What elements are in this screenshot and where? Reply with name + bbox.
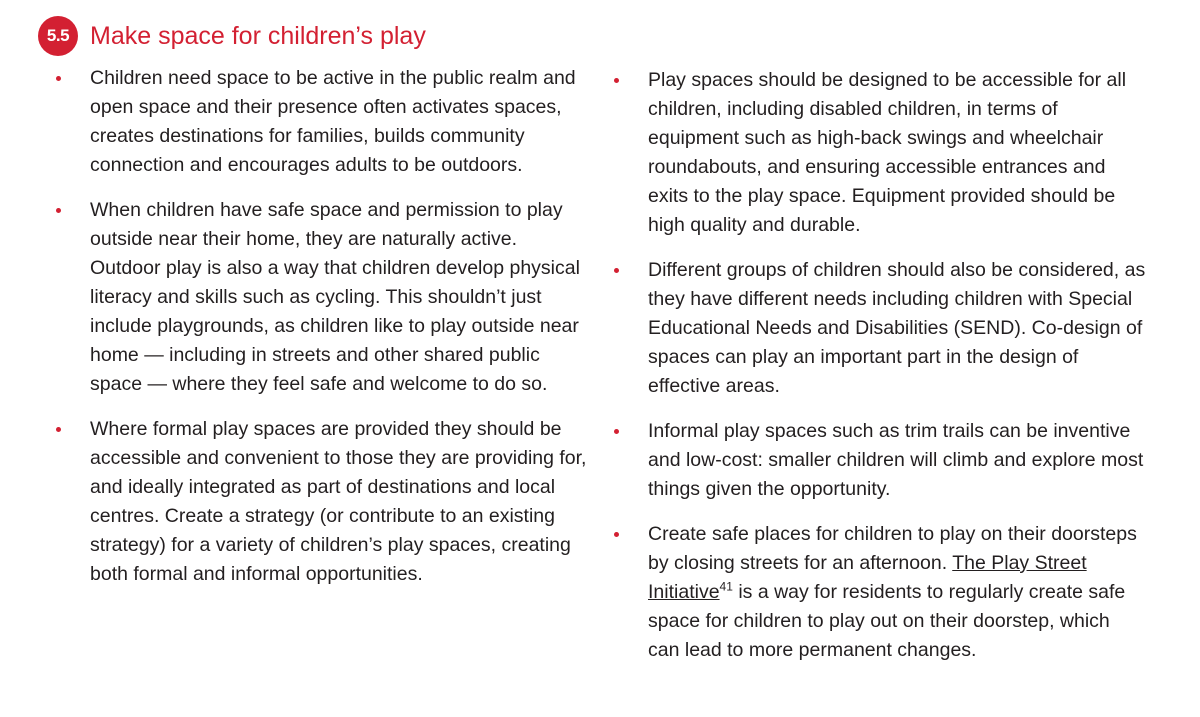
list-item: [48, 196, 588, 399]
bullet-icon: [56, 208, 61, 213]
footnote-marker: 41: [719, 579, 733, 594]
bullet-icon: [614, 532, 619, 537]
left-column: [48, 64, 588, 605]
bullet-text: [648, 523, 1137, 661]
bullet-icon: [614, 78, 619, 83]
bullet-icon: [56, 76, 61, 81]
bullet-text: Different groups of children should also be considered, as they have different needs including children with Special Educational Needs and Disabilities (SEND). Co-design of spaces can play an important part in the design of effective areas.: [648, 259, 1146, 397]
list-item: [606, 520, 1146, 665]
list-item: [606, 417, 1146, 504]
section-title: Make space for children’s play: [90, 22, 426, 50]
bullet-text-start: Create safe places for children to play on their doorsteps by closing streets for an afternoon.: [648, 523, 1137, 574]
bullet-text: Where formal play spaces are provided they should be accessible and convenient to those they are providing for, and ideally integrated as part of destinations and local centres. Create a strategy (or contribute to an existing strategy) for a variety of children’s play spaces, creating both formal and informal opportunities.: [90, 418, 587, 585]
bullet-icon: [614, 429, 619, 434]
section-number-badge: 5.5: [38, 16, 78, 56]
list-item: [606, 256, 1146, 401]
bullet-text-end: is a way for residents to regularly create safe space for children to play out on their doorstep, which can lead to more permanent changes.: [648, 581, 1126, 661]
bullet-text: Informal play spaces such as trim trails can be inventive and low-cost: smaller children will climb and explore most things given the opportunity.: [648, 420, 1144, 500]
bullet-icon: [56, 427, 61, 432]
right-column: [606, 66, 1146, 681]
list-item: [48, 415, 588, 589]
bullet-icon: [614, 268, 619, 273]
bullet-text: Play spaces should be designed to be accessible for all children, including disabled children, in terms of equipment such as high-back swings and wheelchair roundabouts, and ensuring accessible entrances and exits to the play space. Equipment provided should be high quality and durable.: [648, 69, 1127, 236]
list-item: [48, 64, 588, 180]
bullet-text: Children need space to be active in the public realm and open space and their presence often activates spaces, creates destinations for families, builds community connection and encourages adults to be outdoors.: [90, 67, 576, 176]
list-item: [606, 66, 1146, 240]
bullet-text: When children have safe space and permission to play outside near their home, they are naturally active. Outdoor play is also a way that children develop physical literacy and skills such as cycling. This shouldn’t just include playgrounds, as children like to play outside near home — including in streets and other shared public space — where they feel safe and welcome to do so.: [90, 199, 580, 395]
section-heading: [38, 16, 426, 56]
play-street-initiative-link[interactable]: The Play Street Initiative: [648, 552, 1087, 603]
